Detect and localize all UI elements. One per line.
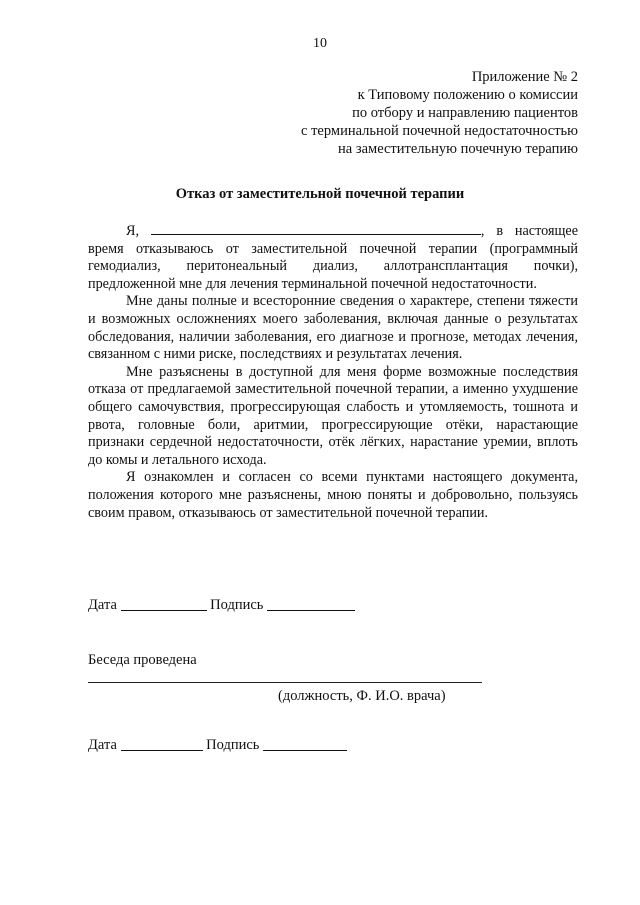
name-blank-line (151, 222, 481, 235)
paragraph-refusal (88, 222, 578, 293)
paragraph-refusal-start: Я, (126, 223, 140, 239)
signature-label: Подпись (206, 737, 260, 753)
appendix-header (301, 68, 578, 158)
paragraph-consequences: Мне разъяснены в доступной для меня форме возможные последствия отказа от предлагаемой заместительной почечной терапии, а именно ухудшение общего самочувствия, прогрессирующая слабость и утомляемость, тошнота и рвота, головные боли, аритмии, прогрессирующие отёки, нарастающие признаки сердечной недостаточности, отёк лёгких, нарастание уремии, вплоть до комы и летального исхода. (88, 363, 578, 468)
signature-blank-line (267, 598, 355, 611)
signature-label: Подпись (210, 597, 264, 613)
appendix-line: по отбору и направлению пациентов (352, 105, 578, 121)
doctor-caption: (должность, Ф. И.О. врача) (278, 688, 446, 704)
date-blank-line (121, 598, 207, 611)
date-blank-line (121, 738, 203, 751)
appendix-line: с терминальной почечной недостаточностью (301, 123, 578, 139)
date-label: Дата (88, 737, 117, 753)
signature-row-doctor (88, 737, 347, 754)
appendix-line: Приложение № 2 (471, 69, 578, 85)
paragraph-agreement: Я ознакомлен и согласен со всеми пунктами настоящего документа, положения которого мне разъяснены, мною поняты и добровольно, пользуясь своим правом, отказываюсь от заместительной почечной терапии. (88, 469, 578, 521)
conversation-label: Беседа проведена (88, 652, 197, 668)
page-number: 10 (313, 36, 327, 51)
signature-blank-line (263, 738, 347, 751)
paragraph-information: Мне даны полные и всесторонние сведения о характере, степени тяжести и возможных осложнениях моего заболевания, включая данные о результатах обследования, наличии заболевания, его диагнозе и прогнозе, методах лечения, связанном с ними риске, последствиях и результатах лечения. (88, 293, 578, 363)
appendix-line: к Типовому положению о комиссии (357, 87, 578, 103)
document-body (88, 222, 578, 522)
document-title: Отказ от заместительной почечной терапии (175, 186, 465, 202)
paragraph-refusal-rest: , в настоящее время отказываюсь от заместительной почечной терапии (программный гемодиализ, перитонеальный диализ, аллотрансплантация почки), предложенной мне для лечения терминальной почечной недостаточности. (88, 223, 578, 292)
signature-row-patient (88, 597, 355, 614)
date-label: Дата (88, 597, 117, 613)
doctor-blank-line (88, 682, 482, 683)
appendix-line: на заместительную почечную терапию (338, 141, 578, 157)
